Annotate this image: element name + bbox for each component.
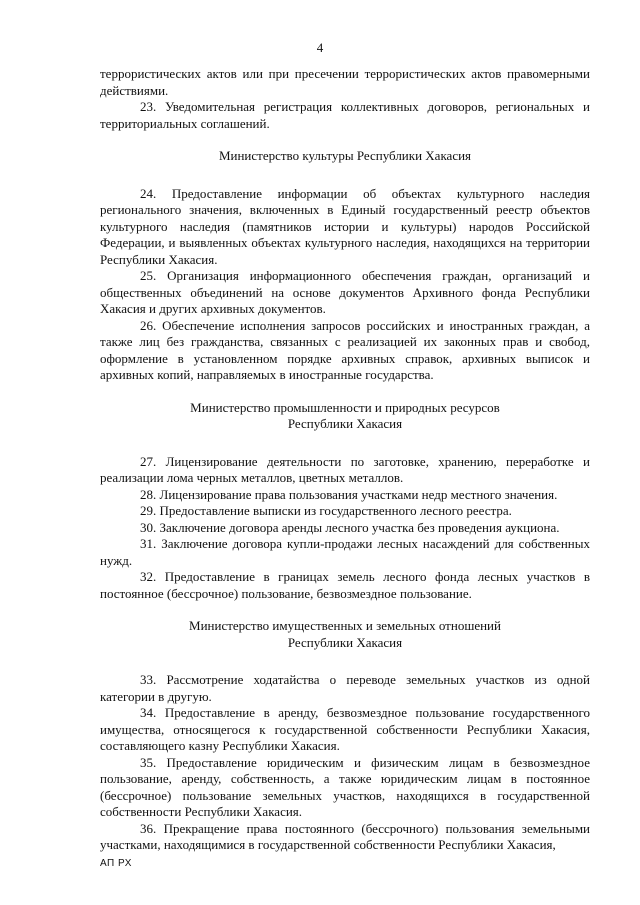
paragraph-continuation: террористических актов или при пресечении террористических актов правомерными действиями.: [100, 66, 590, 98]
document-body: [100, 66, 590, 854]
paragraph-35: 35. Предоставление юридическим и физическим лицам в безвозмездное пользование, аренду, собственность, а также юридическим лицам в постоянное (бессрочное) пользование земельных участков, находящихся в государственной собственности Республики Хакасия.: [100, 754, 590, 819]
section-title-property: [100, 618, 590, 651]
paragraph-32: 32. Предоставление в границах земель лесного фонда лесных участков в постоянное (бессрочное) пользование, безвозмездное пользование.: [100, 569, 590, 601]
paragraph-30: 30. Заключение договора аренды лесного участка без проведения аукциона.: [140, 519, 560, 535]
paragraph-23: 23. Уведомительная регистрация коллективных договоров, региональных и территориальных соглашений.: [100, 99, 590, 131]
paragraph-25: 25. Организация информационного обеспечения граждан, организаций и общественных объединений на основе документов Архивного фонда Республики Хакасия и других архивных документов.: [100, 268, 590, 316]
section-title-industry-line2: Республики Хакасия: [287, 416, 403, 431]
section-title-culture: [100, 148, 590, 165]
paragraph-29: 29. Предоставление выписки из государственного лесного реестра.: [140, 503, 512, 518]
paragraph-31: 31. Заключение договора купли-продажи лесных насаждений для собственных нужд.: [100, 536, 590, 568]
paragraph-33: 33. Рассмотрение ходатайства о переводе земельных участков из одной категории в другую.: [100, 672, 590, 704]
section-title-property-line2: Республики Хакасия: [287, 634, 403, 650]
section-title-culture-text: Министерство культуры Республики Хакасия: [218, 148, 472, 163]
footer-mark: АП РХ: [100, 858, 132, 869]
page-number: 4: [316, 40, 324, 55]
section-title-property-line1: Министерство имущественных и земельных отношений: [189, 618, 501, 633]
paragraph-28: 28. Лицензирование права пользования участками недр местного значения.: [140, 486, 558, 502]
paragraph-36: 36. Прекращение права постоянного (бессрочного) пользования земельными участками, находящимися в государственной собственности Республики Хакасия,: [100, 820, 590, 852]
paragraph-26: 26. Обеспечение исполнения запросов российских и иностранных граждан, а также лиц без гражданства, связанных с реализацией их законных прав и свобод, оформление в установленном порядке архивных справок, архивных выписок и архивных копий, направляемых в иностранные государства.: [100, 317, 590, 382]
paragraph-27: 27. Лицензирование деятельности по заготовке, хранению, переработке и реализации лома черных металлов, цветных металлов.: [100, 453, 590, 485]
paragraph-34: 34. Предоставление в аренду, безвозмездное пользование государственного имущества, относящегося к государственной собственности Республики Хакасия, составляющего казну Республики Хакасия.: [100, 705, 590, 753]
section-title-industry-line1: Министерство промышленности и природных ресурсов: [190, 399, 500, 415]
paragraph-24: 24. Предоставление информации об объектах культурного наследия регионального значения, включенных в Единый государственный реестр объектов культурного наследия (памятников истории и культуры) народов Российской Федерации, и выявленных объектах культурного наследия, находящихся на территории Республики Хакасия.: [100, 185, 590, 267]
section-title-industry: [100, 400, 590, 433]
